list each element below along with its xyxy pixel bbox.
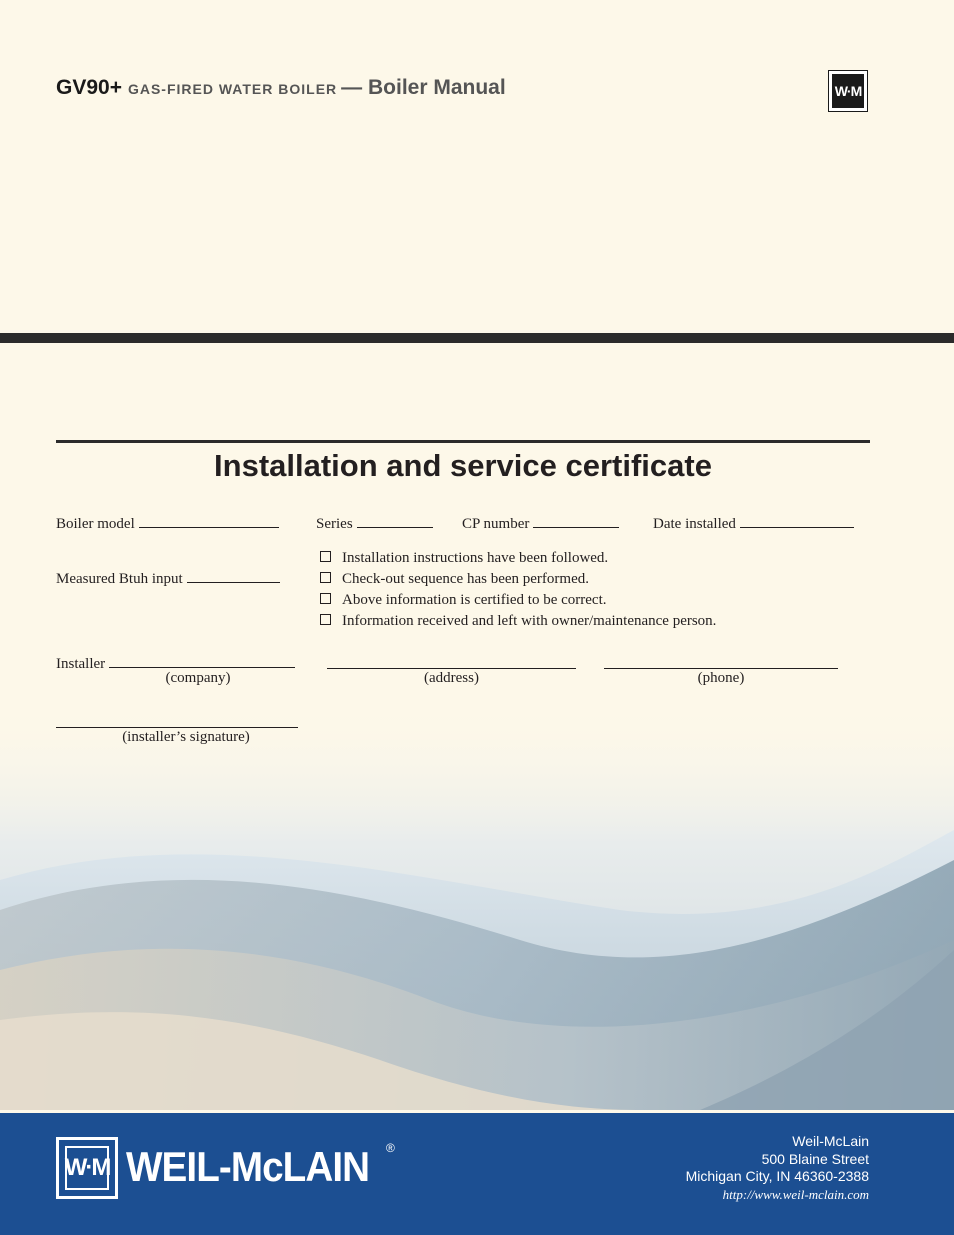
boiler-model-field[interactable]: Boiler model (56, 514, 279, 533)
logo-mark: W·M (832, 74, 864, 108)
checklist-item[interactable]: Check-out sequence has been performed. (320, 571, 589, 588)
installer-signature-line[interactable] (56, 727, 298, 728)
model-name: GV90+ (56, 76, 122, 99)
header-divider-bar (0, 333, 954, 343)
checkbox[interactable] (320, 593, 331, 604)
checkbox[interactable] (320, 551, 331, 562)
registered-mark: ® (386, 1141, 395, 1155)
measured-btuh-field[interactable]: Measured Btuh input (56, 569, 280, 588)
checklist-item[interactable]: Above information is certified to be correct. (320, 592, 607, 609)
series-field[interactable]: Series (316, 514, 433, 533)
street-address: 500 Blaine Street (761, 1150, 869, 1167)
document-header (56, 76, 506, 100)
boiler-model-line[interactable] (139, 514, 279, 528)
manual-label: — Boiler Manual (341, 76, 506, 99)
website-link[interactable]: http://www.weil-mclain.com (722, 1186, 869, 1202)
date-installed-field[interactable]: Date installed (653, 514, 854, 533)
cp-number-line[interactable] (533, 514, 619, 528)
checklist-item[interactable]: Installation instructions have been followed. (320, 550, 608, 567)
installer-phone-line[interactable] (604, 668, 838, 669)
cp-number-field[interactable]: CP number (462, 514, 619, 533)
weil-mclain-emblem-icon (56, 1137, 118, 1199)
company-caption: (company) (165, 670, 231, 686)
phone-caption: (phone) (697, 670, 745, 686)
checkbox[interactable] (320, 614, 331, 625)
checklist-item[interactable]: Information received and left with owner/maintenance person. (320, 613, 716, 630)
product-subtitle: GAS-FIRED WATER BOILER (127, 81, 338, 97)
city-state-zip: Michigan City, IN 46360-2388 (685, 1168, 869, 1184)
brand-wordmark: WEIL-McLAIN (126, 1143, 370, 1190)
date-installed-line[interactable] (740, 514, 854, 528)
footer-band (0, 1113, 954, 1235)
signature-caption: (installer’s signature) (122, 729, 250, 745)
checkbox[interactable] (320, 572, 331, 583)
company-name: Weil-McLain (792, 1133, 869, 1149)
emblem-mark: W·M (65, 1146, 109, 1190)
company-address (686, 1133, 869, 1203)
decorative-wave-background (0, 700, 954, 1110)
series-line[interactable] (357, 514, 433, 528)
certificate-title: Installation and service certificate (214, 448, 712, 483)
installer-company-line[interactable] (109, 654, 295, 668)
installer-field[interactable]: Installer (56, 654, 295, 673)
installer-address-line[interactable] (327, 668, 576, 669)
title-rule (56, 440, 870, 443)
address-caption: (address) (424, 670, 479, 686)
weil-mclain-logo-icon (828, 70, 868, 112)
measured-btuh-line[interactable] (187, 569, 280, 583)
